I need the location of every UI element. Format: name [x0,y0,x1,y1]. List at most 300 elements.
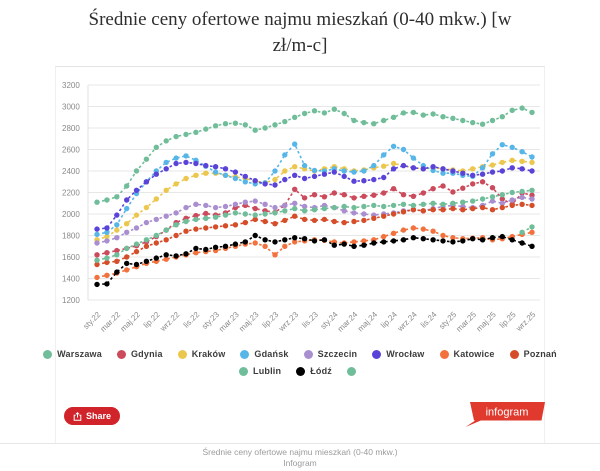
data-point[interactable] [302,217,307,222]
data-point[interactable] [490,151,495,156]
data-point[interactable] [381,164,386,169]
data-point[interactable] [144,157,149,162]
data-point[interactable] [371,163,376,168]
data-point[interactable] [529,110,534,115]
data-point[interactable] [134,241,139,246]
data-point[interactable] [104,238,109,243]
data-point[interactable] [282,168,287,173]
data-point[interactable] [272,177,277,182]
data-point[interactable] [253,206,258,211]
data-point[interactable] [94,258,99,263]
data-point[interactable] [430,186,435,191]
data-point[interactable] [94,232,99,237]
legend-item-Wrocław[interactable] [372,349,424,359]
legend-item-Łódź[interactable] [296,366,332,376]
data-point[interactable] [351,205,356,210]
data-point[interactable] [519,230,524,235]
data-point[interactable] [104,250,109,255]
data-point[interactable] [253,240,258,245]
data-point[interactable] [114,222,119,227]
data-point[interactable] [470,236,475,241]
data-point[interactable] [510,158,515,163]
data-point[interactable] [302,163,307,168]
data-point[interactable] [183,153,188,158]
data-point[interactable] [529,230,534,235]
data-point[interactable] [124,221,129,226]
data-point[interactable] [460,186,465,191]
data-point[interactable] [519,159,524,164]
data-point[interactable] [500,114,505,119]
data-point[interactable] [223,166,228,171]
data-point[interactable] [262,202,267,207]
data-point[interactable] [470,198,475,203]
data-point[interactable] [391,203,396,208]
data-point[interactable] [134,168,139,173]
data-point[interactable] [322,194,327,199]
data-point[interactable] [164,138,169,143]
data-point[interactable] [134,262,139,267]
data-point[interactable] [94,226,99,231]
data-point[interactable] [322,206,327,211]
data-point[interactable] [173,210,178,215]
data-point[interactable] [460,207,465,212]
data-point[interactable] [332,169,337,174]
legend-item-Poznań[interactable] [510,349,557,359]
data-point[interactable] [529,196,534,201]
data-point[interactable] [480,179,485,184]
data-point[interactable] [361,120,366,125]
data-point[interactable] [164,214,169,219]
data-point[interactable] [312,174,317,179]
data-point[interactable] [500,205,505,210]
data-point[interactable] [183,205,188,210]
data-point[interactable] [213,224,218,229]
data-point[interactable] [213,215,218,220]
data-point[interactable] [144,259,149,264]
data-point[interactable] [164,227,169,232]
data-point[interactable] [480,172,485,177]
data-point[interactable] [391,186,396,191]
data-point[interactable] [430,201,435,206]
data-point[interactable] [421,226,426,231]
data-point[interactable] [342,168,347,173]
data-point[interactable] [411,203,416,208]
data-point[interactable] [450,201,455,206]
data-point[interactable] [332,243,337,248]
data-point[interactable] [272,252,277,257]
data-point[interactable] [144,220,149,225]
data-point[interactable] [342,204,347,209]
data-point[interactable] [272,122,277,127]
data-point[interactable] [173,253,178,258]
data-point[interactable] [371,177,376,182]
data-point[interactable] [292,187,297,192]
data-point[interactable] [203,216,208,221]
data-point[interactable] [510,145,515,150]
data-point[interactable] [361,194,366,199]
data-point[interactable] [430,164,435,169]
data-point[interactable] [223,121,228,126]
data-point[interactable] [253,178,258,183]
data-point[interactable] [193,130,198,135]
data-point[interactable] [243,239,248,244]
data-point[interactable] [490,162,495,167]
data-point[interactable] [460,171,465,176]
data-point[interactable] [381,214,386,219]
data-point[interactable] [381,239,386,244]
data-point[interactable] [124,230,129,235]
data-point[interactable] [173,233,178,238]
data-point[interactable] [272,221,277,226]
data-point[interactable] [282,237,287,242]
data-point[interactable] [233,169,238,174]
data-point[interactable] [342,241,347,246]
data-point[interactable] [480,165,485,170]
data-point[interactable] [183,219,188,224]
data-point[interactable] [94,240,99,245]
data-point[interactable] [144,205,149,210]
data-point[interactable] [243,211,248,216]
data-point[interactable] [490,194,495,199]
legend-item-Warszawa[interactable] [43,349,102,359]
data-point[interactable] [124,183,129,188]
data-point[interactable] [312,218,317,223]
data-point[interactable] [351,169,356,174]
data-point[interactable] [173,155,178,160]
data-point[interactable] [351,195,356,200]
data-point[interactable] [361,204,366,209]
data-point[interactable] [154,217,159,222]
data-point[interactable] [272,168,277,173]
data-point[interactable] [243,179,248,184]
data-point[interactable] [302,176,307,181]
data-point[interactable] [262,244,267,249]
data-point[interactable] [480,205,485,210]
data-point[interactable] [430,237,435,242]
data-point[interactable] [193,202,198,207]
data-point[interactable] [164,166,169,171]
data-point[interactable] [510,203,515,208]
data-point[interactable] [430,111,435,116]
data-point[interactable] [500,142,505,147]
data-point[interactable] [381,190,386,195]
data-point[interactable] [460,200,465,205]
data-point[interactable] [173,161,178,166]
data-point[interactable] [134,188,139,193]
data-point[interactable] [302,208,307,213]
data-point[interactable] [124,246,129,251]
data-point[interactable] [282,244,287,249]
data-point[interactable] [154,233,159,238]
data-point[interactable] [411,225,416,230]
data-point[interactable] [421,202,426,207]
data-point[interactable] [134,212,139,217]
data-point[interactable] [94,252,99,257]
data-point[interactable] [114,227,119,232]
data-point[interactable] [193,217,198,222]
data-point[interactable] [94,275,99,280]
data-point[interactable] [114,235,119,240]
data-point[interactable] [292,214,297,219]
data-point[interactable] [114,194,119,199]
data-point[interactable] [490,207,495,212]
data-point[interactable] [114,259,119,264]
data-point[interactable] [312,192,317,197]
data-point[interactable] [213,164,218,169]
data-point[interactable] [361,211,366,216]
data-point[interactable] [243,200,248,205]
data-point[interactable] [94,282,99,287]
data-point[interactable] [421,166,426,171]
data-point[interactable] [164,160,169,165]
data-point[interactable] [322,217,327,222]
data-point[interactable] [421,112,426,117]
data-point[interactable] [292,164,297,169]
data-point[interactable] [450,206,455,211]
data-point[interactable] [233,222,238,227]
data-point[interactable] [411,110,416,115]
data-point[interactable] [173,134,178,139]
data-point[interactable] [154,255,159,260]
data-point[interactable] [510,108,515,113]
data-point[interactable] [440,202,445,207]
data-point[interactable] [203,203,208,208]
data-point[interactable] [253,212,258,217]
data-point[interactable] [213,169,218,174]
data-point[interactable] [470,206,475,211]
data-point[interactable] [243,174,248,179]
data-point[interactable] [253,198,258,203]
data-point[interactable] [233,202,238,207]
legend-item-Katowice[interactable] [440,349,495,359]
data-point[interactable] [510,197,515,202]
data-point[interactable] [193,246,198,251]
data-point[interactable] [233,176,238,181]
data-point[interactable] [381,175,386,180]
data-point[interactable] [124,197,129,202]
data-point[interactable] [193,173,198,178]
data-point[interactable] [292,235,297,240]
data-point[interactable] [381,204,386,209]
data-point[interactable] [430,207,435,212]
data-point[interactable] [233,210,238,215]
data-point[interactable] [282,208,287,213]
data-point[interactable] [391,211,396,216]
data-point[interactable] [272,239,277,244]
data-point[interactable] [490,185,495,190]
data-point[interactable] [183,251,188,256]
data-point[interactable] [262,211,267,216]
data-point[interactable] [440,238,445,243]
data-point[interactable] [183,176,188,181]
data-point[interactable] [223,212,228,217]
data-point[interactable] [253,128,258,133]
data-point[interactable] [381,152,386,157]
data-point[interactable] [450,116,455,121]
data-point[interactable] [253,233,258,238]
data-point[interactable] [411,165,416,170]
data-point[interactable] [203,126,208,131]
data-point[interactable] [411,155,416,160]
legend-item-Gdańsk[interactable] [240,349,288,359]
data-point[interactable] [183,132,188,137]
data-point[interactable] [322,237,327,242]
data-point[interactable] [361,168,366,173]
data-point[interactable] [134,225,139,230]
data-point[interactable] [371,240,376,245]
data-point[interactable] [332,219,337,224]
data-point[interactable] [342,220,347,225]
data-point[interactable] [510,165,515,170]
data-point[interactable] [480,196,485,201]
data-point[interactable] [312,108,317,113]
data-point[interactable] [351,219,356,224]
data-point[interactable] [371,203,376,208]
data-point[interactable] [104,197,109,202]
data-point[interactable] [203,171,208,176]
data-point[interactable] [262,237,267,242]
data-point[interactable] [203,163,208,168]
data-point[interactable] [510,190,515,195]
data-point[interactable] [519,149,524,154]
legend-item-Kraków[interactable] [178,349,226,359]
data-point[interactable] [401,110,406,115]
data-point[interactable] [342,192,347,197]
data-point[interactable] [104,255,109,260]
data-point[interactable] [401,192,406,197]
data-point[interactable] [500,234,505,239]
data-point[interactable] [124,254,129,259]
data-point[interactable] [262,125,267,130]
data-point[interactable] [173,181,178,186]
data-point[interactable] [312,207,317,212]
data-point[interactable] [411,194,416,199]
data-point[interactable] [272,205,277,210]
data-point[interactable] [460,118,465,123]
data-point[interactable] [282,152,287,157]
data-point[interactable] [292,173,297,178]
data-point[interactable] [480,122,485,127]
data-point[interactable] [529,203,534,208]
data-point[interactable] [104,225,109,230]
data-point[interactable] [154,145,159,150]
data-point[interactable] [203,247,208,252]
data-point[interactable] [430,229,435,234]
data-point[interactable] [371,121,376,126]
data-point[interactable] [381,118,386,123]
data-point[interactable] [213,205,218,210]
data-point[interactable] [282,218,287,223]
data-point[interactable] [519,105,524,110]
data-point[interactable] [312,168,317,173]
data-point[interactable] [401,227,406,232]
data-point[interactable] [272,182,277,187]
data-point[interactable] [450,239,455,244]
data-point[interactable] [272,210,277,215]
data-point[interactable] [332,190,337,195]
data-point[interactable] [391,238,396,243]
data-point[interactable] [529,244,534,249]
data-point[interactable] [292,201,297,206]
data-point[interactable] [381,234,386,239]
data-point[interactable] [223,244,228,249]
data-point[interactable] [94,200,99,205]
data-point[interactable] [243,220,248,225]
data-point[interactable] [292,206,297,211]
data-point[interactable] [351,244,356,249]
data-point[interactable] [173,222,178,227]
legend-item-unlabeled[interactable] [347,367,361,376]
data-point[interactable] [114,212,119,217]
data-point[interactable] [401,202,406,207]
data-point[interactable] [361,243,366,248]
data-point[interactable] [292,141,297,146]
data-point[interactable] [361,178,366,183]
data-point[interactable] [490,118,495,123]
data-point[interactable] [519,166,524,171]
data-point[interactable] [401,147,406,152]
data-point[interactable] [134,249,139,254]
data-point[interactable] [233,121,238,126]
data-point[interactable] [332,107,337,112]
share-button[interactable] [64,407,120,425]
data-point[interactable] [124,267,129,272]
line-chart[interactable] [0,72,600,344]
data-point[interactable] [519,202,524,207]
data-point[interactable] [371,193,376,198]
data-point[interactable] [124,206,129,211]
data-point[interactable] [440,207,445,212]
data-point[interactable] [391,166,396,171]
data-point[interactable] [529,160,534,165]
data-point[interactable] [391,231,396,236]
data-point[interactable] [440,166,445,171]
data-point[interactable] [421,190,426,195]
data-point[interactable] [282,177,287,182]
legend-item-Gdynia[interactable] [117,349,163,359]
data-point[interactable] [460,238,465,243]
data-point[interactable] [440,183,445,188]
data-point[interactable] [500,192,505,197]
data-point[interactable] [519,189,524,194]
data-point[interactable] [203,225,208,230]
infogram-logo[interactable] [461,401,545,428]
data-point[interactable] [223,173,228,178]
legend-item-Lublin[interactable] [239,366,281,376]
data-point[interactable] [262,219,267,224]
data-point[interactable] [164,252,169,257]
data-point[interactable] [440,114,445,119]
data-point[interactable] [282,119,287,124]
data-point[interactable] [361,218,366,223]
data-point[interactable] [351,179,356,184]
data-point[interactable] [529,188,534,193]
data-point[interactable] [500,168,505,173]
data-point[interactable] [164,237,169,242]
data-point[interactable] [183,229,188,234]
data-point[interactable] [421,208,426,213]
data-point[interactable] [529,224,534,229]
data-point[interactable] [342,111,347,116]
data-point[interactable] [421,236,426,241]
data-point[interactable] [292,115,297,120]
data-point[interactable] [282,203,287,208]
data-point[interactable] [124,261,129,266]
data-point[interactable] [440,233,445,238]
data-point[interactable] [351,118,356,123]
data-point[interactable] [510,237,515,242]
data-point[interactable] [322,110,327,115]
